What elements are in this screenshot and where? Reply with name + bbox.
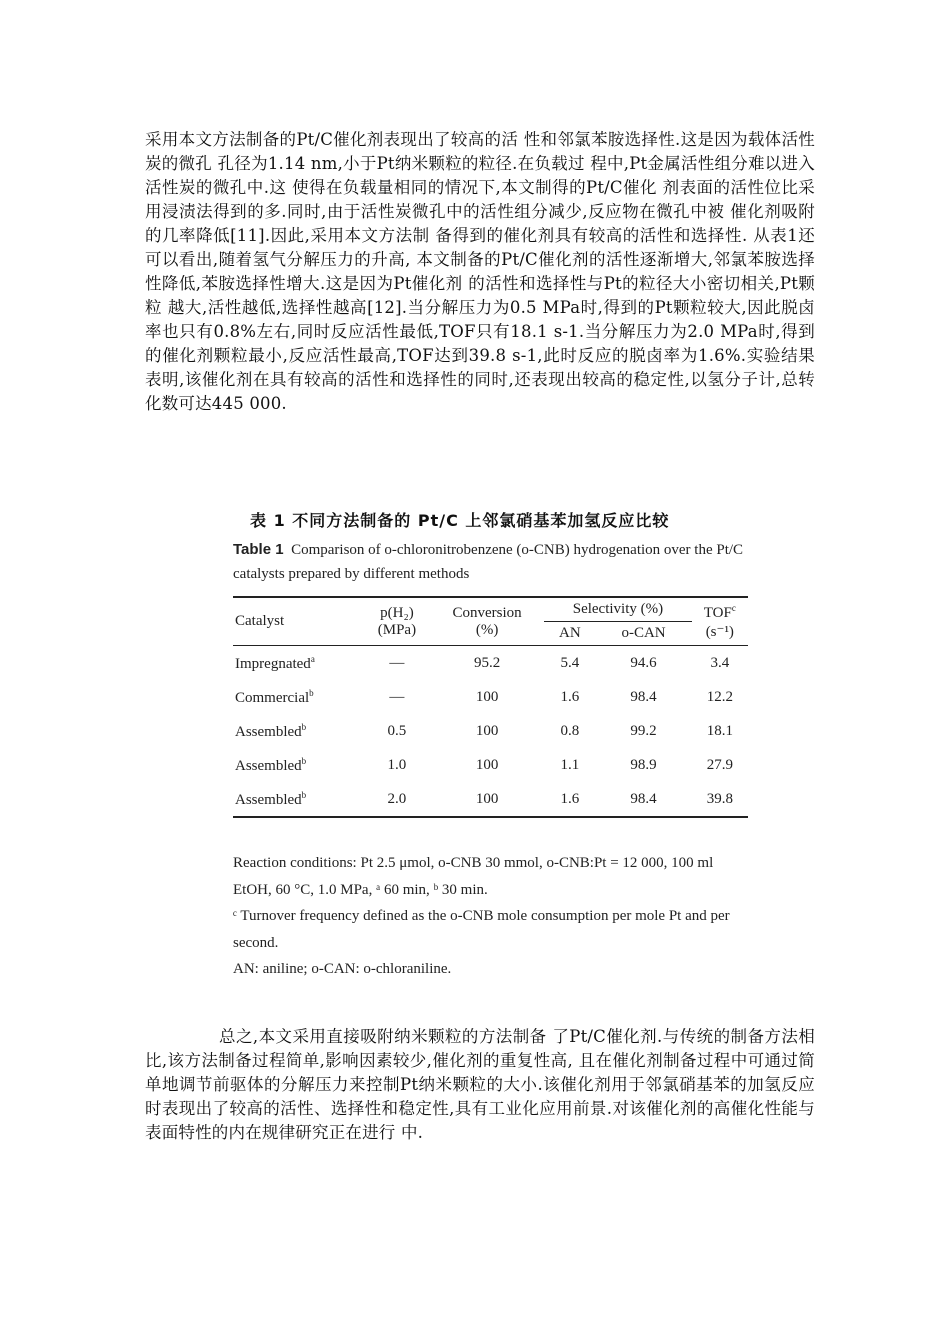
results-table [233, 596, 748, 818]
table-caption-en [233, 538, 753, 586]
header-catalyst: Catalyst [235, 613, 285, 629]
table-caption-cn: 表 1 不同方法制备的 Pt/C 上邻氯硝基苯加氢反应比较 [250, 511, 670, 530]
header-conversion: Conversion (%) [452, 604, 522, 638]
table-caption-label: Table 1 [233, 541, 284, 558]
table-caption-text: Comparison of o-chloronitrobenzene (o-CNB) hydrogenation over the Pt/C catalysts prepared by different methods [233, 542, 744, 582]
table-row: Assembled$^b$ 1.0 100 1.1 98.9 27.9 [235, 755, 733, 774]
body-paragraph-2: 总之,本文采用直接吸附纳米颗粒的方法制备 了Pt/C催化剂.与传统的制备方法相比,该方法制备过程简单,影响因素较少,催化剂的重复性高, 且在催化剂制备过程中可通过简单地调节前驱体的分解压力来控制Pt纳米颗粒的大小.该催化剂用于邻氯硝基苯的加氢反应时表现出了较高的活性、选择性和稳定性,具有工业化应用前景.对该催化剂的高催化性能与表面特性的内在规律研究正在进行 中. [145, 1027, 815, 1142]
table-note-conditions: Reaction conditions: Pt 2.5 μmol, o-CNB 30 mmol, o-CNB:Pt = 12 000, 100 ml EtOH, 60 °C, 1.0 MPa, ᵃ 60 min, ᵇ 30 min. [233, 855, 714, 898]
header-tof: TOF$^c$ (s⁻¹) [703, 602, 736, 640]
table-note-abbreviations: AN: aniline; o-CAN: o-chloraniline. [233, 961, 452, 977]
header-ocan: o-CAN [621, 625, 666, 641]
table-row: Commercial$^b$ — 100 1.6 98.4 12.2 [235, 687, 733, 706]
table-row: Impregnated$^a$ — 95.2 5.4 94.6 3.4 [235, 653, 730, 672]
table-row: Assembled$^b$ 2.0 100 1.6 98.4 39.8 [233, 782, 748, 817]
body-paragraph-1: 采用本文方法制备的Pt/C催化剂表现出了较高的活 性和邻氯苯胺选择性.这是因为载体活性炭的微孔 孔径为1.14 nm,小于Pt纳米颗粒的粒径.在负载过 程中,Pt金属活性组分难以进入活性炭的微孔中.这 使得在负载量相同的情况下,本文制得的Pt/C催化 剂表面的活性位比采用浸渍法得到的多.同时,由于活性炭微孔中的活性组分减少,反应物在微孔中被 催化剂吸附的几率降低[11].因此,采用本文方法制 备得到的催化剂具有较高的活性和选择性. 从表1还可以看出,随着氢气分解压力的升高, 本文制备的Pt/C催化剂的活性逐渐增大,邻氯苯胺选择性降低,苯胺选择性增大.这是因为Pt催化剂 的活性和选择性与Pt的粒径大小密切相关,Pt颗粒 越大,活性越低,选择性越高[12].当分解压力为0.5 MPa时,得到的Pt颗粒较大,因此脱卤率也只有0.8%左右,同时反应活性最低,TOF只有18.1 s-1.当分解压力为2.0 MPa时,得到的催化剂颗粒最小,反应活性最高,TOF达到39.8 s-1,此时反应的脱卤率为1.6%.实验结果表明,该催化剂在具有较高的活性和选择性的同时,还表现出较高的稳定性,以氢分子计,总转化数可达445 000. [145, 130, 815, 413]
table-row: Assembled$^b$ 0.5 100 0.8 99.2 18.1 [235, 721, 733, 740]
table-notes [233, 850, 753, 983]
header-pressure: p(H₂) (MPa) [377, 604, 417, 638]
header-an: AN [559, 625, 581, 641]
header-selectivity: Selectivity (%) [544, 597, 691, 622]
table-note-tof: ᶜ Turnover frequency defined as the o-CNB mole consumption per mole Pt and per second. [233, 908, 730, 951]
